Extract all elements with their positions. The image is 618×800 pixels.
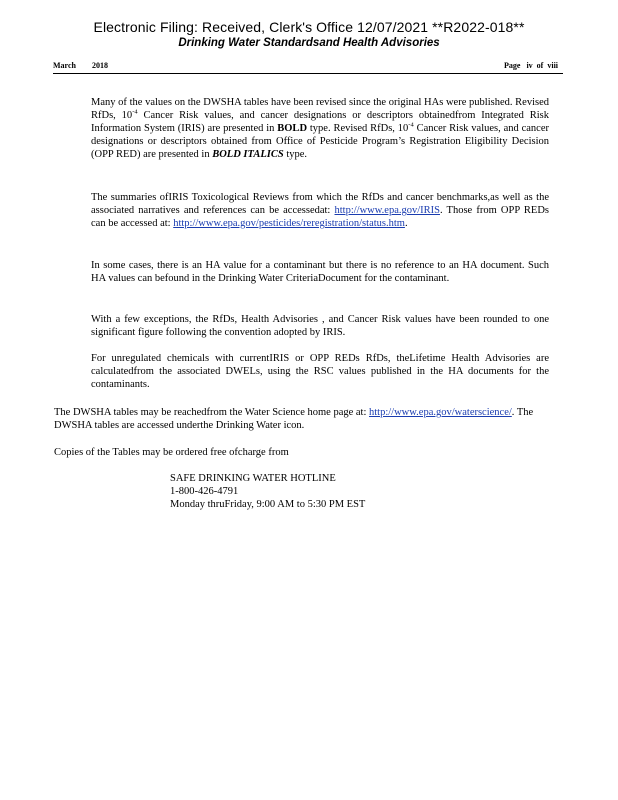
water-science-link[interactable]: http://www.epa.gov/waterscience/ — [369, 407, 512, 418]
opp-red-status-link[interactable]: http://www.epa.gov/pesticides/reregistration/status.htm — [173, 218, 405, 229]
paragraph-revisions: Many of the values on the DWSHA tables have been revised since the original HAs were published. Revised RfDs, $10^{-4}$ Cancer Risk values, and cancer designations or descriptors obtainedfrom Integrated Risk Information System (IRIS) are presented in BOLD type. Revised RfDs, $10^{-4}$ Cancer Risk values, and cancer designations or descriptors obtained from Office of Pesticide Program’s Registration Eligibility Decision (OPP RED) are presented in BOLD ITALICS type. — [91, 97, 549, 160]
document-subtitle: Drinking Water Standardsand Health Advisories — [178, 37, 440, 49]
paragraph-copies: Copies of the Tables may be ordered free ofcharge from — [54, 447, 289, 458]
header-month: March — [53, 61, 76, 70]
bold-label: BOLD — [277, 123, 308, 134]
paragraph-rounding: With a few exceptions, the RfDs, Health Advisories , and Cancer Risk values have been rounded to one significant figure following the convention adopted by IRIS. — [91, 314, 549, 338]
paragraph-summaries: The summaries ofIRIS Toxicological Reviews from which the RfDs and cancer benchmarks,as well as the associated narratives and references can be accessedat: http://www.epa.gov/IRIS. Those from OPP REDs can be accessed at: http://www.epa.gov/pesticides/reregistration/status.htm. — [91, 192, 549, 229]
header-page-number: Page iv of viii — [504, 61, 559, 70]
header-rule — [53, 73, 563, 74]
bold-italics-label: BOLD ITALICS — [212, 149, 284, 160]
hotline-phone: 1-800-426-4791 — [170, 486, 239, 497]
paragraph-water-science: The DWSHA tables may be reachedfrom the Water Science home page at: http://www.epa.gov/waterscience/. The DWSHA tables are accessed underthe Drinking Water icon. — [54, 407, 534, 431]
hotline-name: SAFE DRINKING WATER HOTLINE — [170, 473, 336, 484]
iris-link[interactable]: http://www.epa.gov/IRIS — [334, 205, 440, 216]
hotline-hours: Monday thruFriday, 9:00 AM to 5:30 PM EST — [170, 499, 366, 510]
header-date — [53, 61, 108, 70]
filing-stamp: Electronic Filing: Received, Clerk's Office 12/07/2021 **R2022-018** — [93, 19, 525, 35]
paragraph-ha-reference: In some cases, there is an HA value for a contaminant but there is no reference to an HA document. Such HA values can befound in the Drinking Water CriteriaDocument for the contaminant. — [91, 260, 549, 284]
header-year: 2018 — [91, 61, 108, 70]
paragraph-unregulated: For unregulated chemicals with currentIRIS or OPP REDs RfDs, theLifetime Health Advisories are calculatedfrom the associated DWELs, using the RSC values published in the HA documents for the contaminants. — [91, 353, 549, 390]
